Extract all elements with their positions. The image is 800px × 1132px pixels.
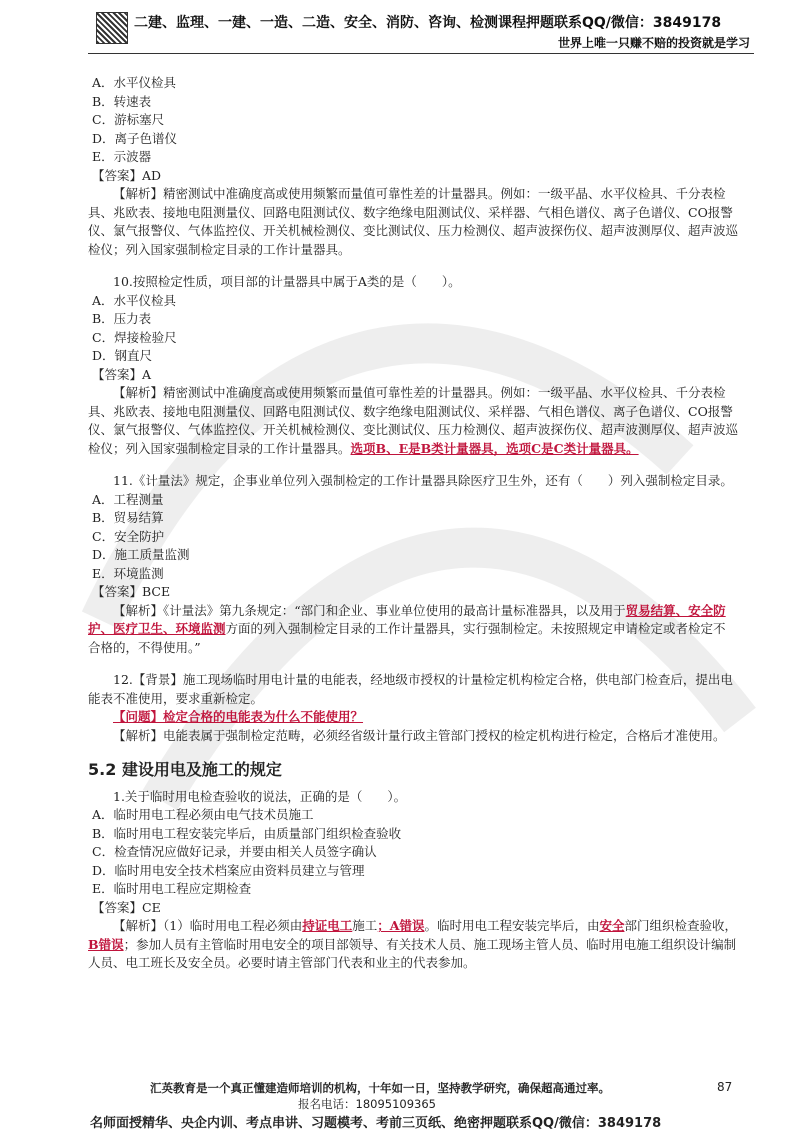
q10-analysis-text: 【解析】精密测试中准确度高或使用频繁而量值可靠性差的计量器具。例如：一级平晶、水平仪检具、千分表检具、兆欧表、接地电阻测量仪、回路电阻测试仪、数字绝缘电阻测试仪、采样器、气相色谱仪、离子色谱仪、CO报警仪、氯气报警仪、气体监控仪、开关机械检测仪、变比测试仪、压力检测仪、超声波探伤仪、超声波测厚仪、超声波巡检仪；列入国家强制检定目录的工作计量器具。 <box>88 385 739 456</box>
q10-option-c: C．焊接检验尺 <box>92 329 177 345</box>
footer-intro: 汇英教育是一个真正懂建造师培训的机构，十年如一日，坚持教学研究，确保超高通过率。 <box>150 1081 610 1095</box>
q9-option-c: C．游标塞尺 <box>92 112 165 127</box>
q9-option-a: A．水平仪检具 <box>92 75 177 90</box>
q11-analysis <box>88 602 738 658</box>
q11-stem: 11.《计量法》规定，企事业单位列入强制检定的工作计量器具除医疗卫生外，还有（ ）列入强制检定目录。 <box>113 473 733 488</box>
s1-analysis-red3: 安全 <box>599 918 625 933</box>
main-content <box>88 74 738 973</box>
q12-question-text: 【问题】检定合格的电能表为什么不能使用？ <box>113 709 364 724</box>
s1-analysis-part3: 。临时用电工程安装完毕后，由 <box>424 918 600 933</box>
s1-option-b: B．临时用电工程安装完毕后，由质量部门组织检查验收 <box>92 825 402 841</box>
s1-analysis-red1: 持证电工 <box>302 918 353 933</box>
q11-analysis-highlight: 贸易结算、安全防护、医疗卫生、环境监测 <box>88 602 726 636</box>
q11-analysis-pre: 【解析】《计量法》第九条规定：“部门和企业、事业单位使用的最高计量标准器具，以及用于 <box>113 602 626 618</box>
s1-analysis-part2: 施工 <box>352 918 378 933</box>
s1-analysis-part5: ；参加人员有主管临时用电安全的项目部领导、有关技术人员、施工现场主管人员、临时用电施工组织设计编制人员、电工班长及安全员。必要时请主管部门代表和业主的代表参加。 <box>88 936 737 970</box>
q10-option-d: D．钢直尺 <box>92 348 153 363</box>
footer-phone: 报名电话：18095109365 <box>298 1097 436 1111</box>
section-title: 5.2 建设用电及施工的规定 <box>88 760 282 779</box>
q11-option-e: E．环境监测 <box>92 565 164 581</box>
q10-option-a: A．水平仪检具 <box>92 292 177 308</box>
s1-analysis-part1: 【解析】（1）临时用电工程必须由 <box>113 918 303 933</box>
q11-option-a: A．工程测量 <box>92 491 164 507</box>
q11-option-b: B．贸易结算 <box>92 510 164 525</box>
s1-option-d: D．临时用电安全技术档案应由资料员建立与管理 <box>92 862 365 878</box>
q11-answer: 【答案】BCE <box>92 584 171 599</box>
q11-analysis-post: 方面的列入强制检定目录的工作计量器具，实行强制检定。未按照规定申请检定或者检定不合格的，不得使用。” <box>88 621 726 655</box>
q9-option-d: D．离子色谱仪 <box>92 130 178 146</box>
s1-stem: 1.关于临时用电检查验收的说法，正确的是（ ）。 <box>113 788 407 804</box>
q10-stem: 10.按照检定性质，项目部的计量器具中属于A类的是（ ）。 <box>113 274 461 289</box>
header-divider <box>88 53 754 54</box>
q9-option-e: E．示波器 <box>92 149 152 164</box>
header-contact: 二建、监理、一建、一造、二造、安全、消防、咨询、检测课程押题联系QQ/微信：3849178 <box>134 15 722 31</box>
qr-code-icon <box>96 12 128 44</box>
q10-analysis-highlight: 选项B、E是B类计量器具，选项C是C类计量器具。 <box>350 440 639 456</box>
q10-answer: 【答案】A <box>92 366 152 382</box>
q10-option-b: B．压力表 <box>92 311 152 326</box>
s1-analysis <box>88 917 738 973</box>
s1-option-e: E．临时用电工程应定期检查 <box>92 881 252 896</box>
s1-option-a: A．临时用电工程必须由电气技术员施工 <box>92 807 314 822</box>
header-slogan: 世界上唯一只赚不赔的投资就是学习 <box>557 36 750 50</box>
q12-question <box>88 708 738 727</box>
s1-answer: 【答案】CE <box>92 899 161 915</box>
s1-option-c: C．检查情况应做好记录，并要由相关人员签字确认 <box>92 844 377 859</box>
q12-analysis: 【解析】电能表属于强制检定范畴，必须经省级计量行政主管部门授权的检定机构进行检定，合格后才准使用。 <box>113 727 726 743</box>
q12-stem: 12.【背景】施工现场临时用电计量的电能表，经地级市授权的计量检定机构检定合格，供电部门检查后，提出电能表不准使用，要求重新检定。 <box>88 672 733 706</box>
s1-analysis-part4: 部门组织检查验收， <box>624 918 737 933</box>
q9-answer: 【答案】AD <box>92 167 162 183</box>
s1-analysis-red4: B错误 <box>88 936 124 952</box>
page-header <box>0 0 800 56</box>
q11-option-d: D．施工质量监测 <box>92 547 190 562</box>
s1-analysis-red2: ；A错误 <box>377 918 425 933</box>
q11-option-c: C．安全防护 <box>92 528 165 544</box>
q10-analysis <box>88 384 738 458</box>
q9-analysis: 【解析】精密测试中准确度高或使用频繁而量值可靠性差的计量器具。例如：一级平晶、水平仪检具、千分表检具、兆欧表、接地电阻测量仪、回路电阻测试仪、数字绝缘电阻测试仪、采样器、气相色谱仪、离子色谱仪、CO报警仪、氯气报警仪、气体监控仪、开关机械检测仪、变比测试仪、压力检测仪、超声波探伤仪、超声波测厚仪、超声波巡检仪；列入国家强制检定目录的工作计量器具。 <box>88 186 739 257</box>
footer-contact: 名师面授精华、央企内训、考点串讲、习题模考、考前三页纸、绝密押题联系QQ/微信：3849178 <box>90 1116 662 1131</box>
q9-option-b: B．转速表 <box>92 93 152 109</box>
page-number: 87 <box>717 1080 733 1094</box>
